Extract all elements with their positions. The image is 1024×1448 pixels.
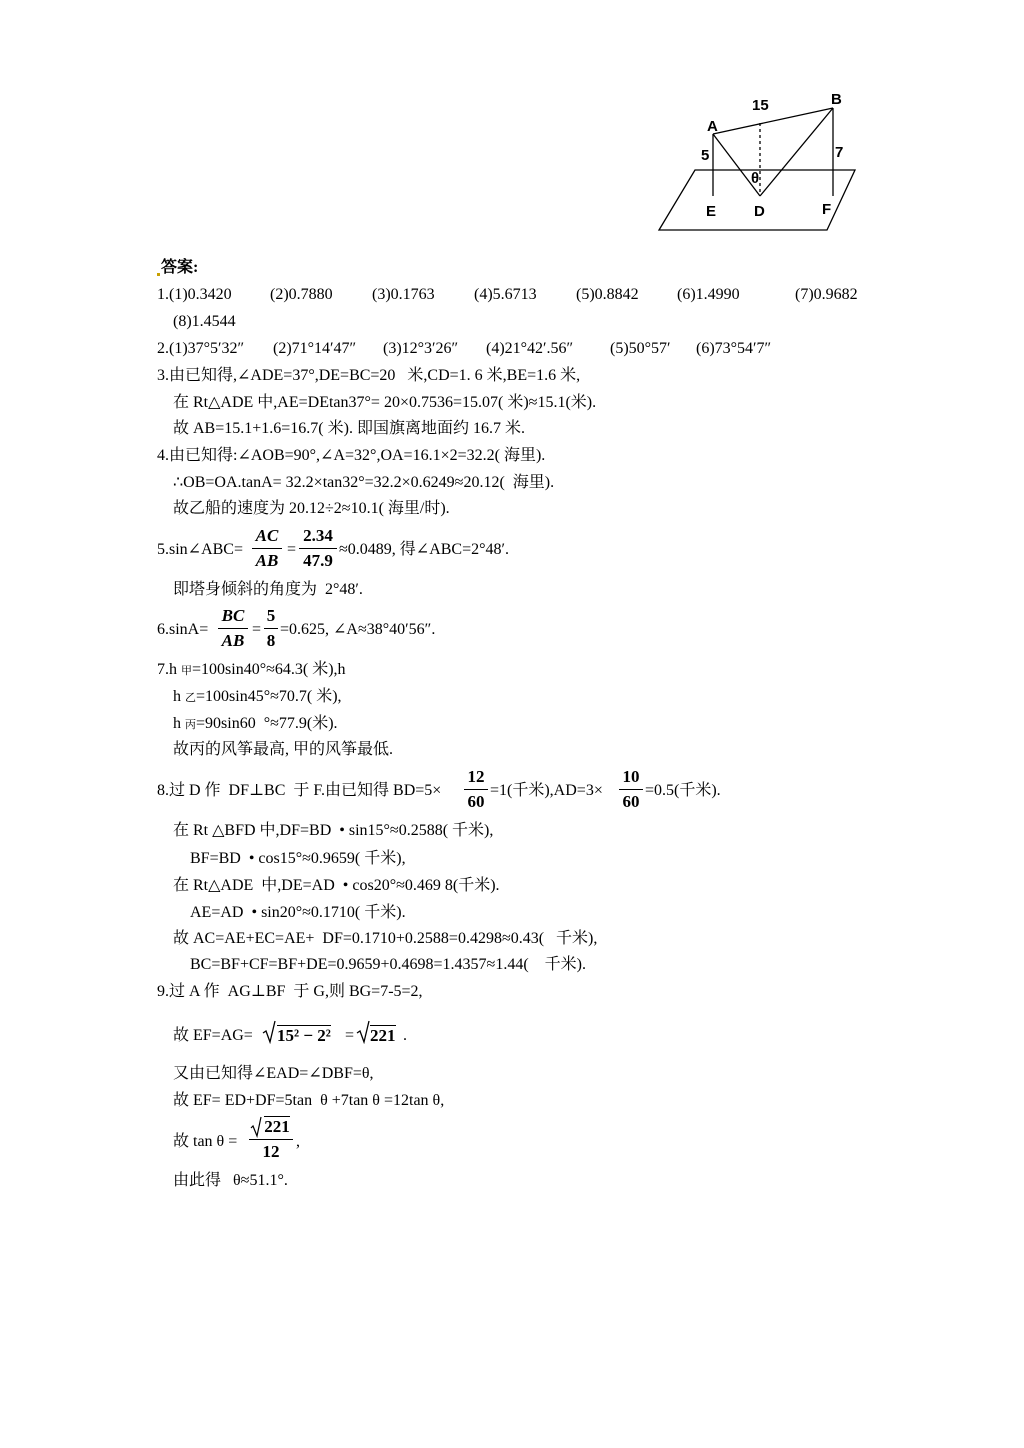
q9-fraction	[249, 1117, 293, 1162]
q4-line-1: 4.由已知得:∠AOB=90°,∠A=32°,OA=16.1×2=32.2( 海里).	[157, 447, 546, 464]
sqrt-sign-2	[356, 1020, 370, 1044]
q8-frac1-den: 60	[467, 792, 485, 811]
q9-line-2-end: .	[403, 1027, 407, 1044]
sqrt-sign-3	[250, 1116, 262, 1138]
q3-line-1: 3.由已知得,∠ADE=37°,DE=BC=20 米,CD=1. 6 米,BE=1.6 米,	[157, 367, 581, 384]
q9-line-5-prefix: 故 tan θ =	[173, 1133, 238, 1150]
q9-line-2-prefix: 故 EF=AG=	[173, 1027, 253, 1044]
q6-fraction-1	[218, 606, 248, 651]
q9-line-4: 故 EF= ED+DF=5tan θ +7tan θ =12tan θ,	[173, 1092, 445, 1109]
q5-prefix: 5.sin∠ABC=	[157, 541, 243, 558]
q8-line-2: 在 Rt △BFD 中,DF=BD • sin15°≈0.2588( 千米),	[173, 822, 494, 839]
q5-suffix: ≈0.0489, 得∠ABC=2°48′.	[339, 541, 510, 558]
q9-frac-num: 221	[249, 1117, 293, 1137]
answer-heading: 答案:	[157, 258, 198, 278]
q8-line-4: 在 Rt△ADE 中,DE=AD • cos20°≈0.469 8(千米).	[173, 877, 500, 894]
q3-line-3: 故 AB=15.1+1.6=16.7( 米). 即国旗离地面约 16.7 米.	[173, 420, 525, 437]
q8-mid: =1(千米),AD=3×	[490, 782, 603, 799]
q9-frac-den: 12	[262, 1142, 280, 1161]
label-e: E	[706, 203, 717, 220]
q9-radicand-1: 15² − 2²	[277, 1026, 331, 1045]
q1-item-3: (3)0.1763	[372, 286, 435, 303]
q9-line-3: 又由已知得∠EAD=∠DBF=θ,	[173, 1065, 374, 1082]
label-5: 5	[701, 147, 710, 164]
q7-line-3: h 丙=90sin60 °≈77.9(米).	[173, 715, 338, 732]
q8-line-5: AE=AD • sin20°≈0.1710( 千米).	[190, 904, 406, 921]
q2-item-2: (2)71°14′47″	[273, 340, 357, 357]
q8-line-7: BC=BF+CF=BF+DE=0.9659+0.4698=1.4357≈1.44( 千米).	[190, 956, 586, 973]
q1-line: 1.(1)0.3420	[157, 286, 232, 303]
q2-item-3: (3)12°3′26″	[383, 340, 459, 357]
q1-item-7: (7)0.9682	[795, 286, 858, 303]
q8-fraction-1	[464, 767, 488, 812]
q9-radicand-2: 221	[370, 1026, 396, 1045]
q9-line-5-end: ,	[296, 1133, 300, 1150]
q8-frac2-den: 60	[622, 792, 640, 811]
q8-fraction-2	[619, 767, 643, 812]
label-15: 15	[752, 97, 769, 114]
label-theta: θ	[751, 170, 760, 187]
q5-fraction-2	[299, 526, 337, 571]
q4-line-3: 故乙船的速度为 20.12÷2≈10.1( 海里/时).	[173, 500, 450, 517]
q6-fraction-2	[264, 606, 278, 651]
q3-line-2: 在 Rt△ADE 中,AE=DEtan37°= 20×0.7536=15.07( 米)≈15.1(米).	[173, 394, 597, 411]
sqrt-sign-1	[262, 1020, 276, 1044]
label-f: F	[822, 201, 832, 218]
q8-frac1-num: 12	[467, 767, 485, 786]
q1-item-2: (2)0.7880	[270, 286, 333, 303]
q8-suffix: =0.5(千米).	[645, 782, 721, 799]
q6-frac2-den: 8	[266, 631, 276, 650]
q7-line-1: 7.h 甲=100sin40°≈64.3( 米),h	[157, 661, 346, 678]
q6-suffix: =0.625, ∠A≈38°40′56″.	[280, 621, 436, 638]
q1-item-4: (4)5.6713	[474, 286, 537, 303]
label-7: 7	[835, 144, 844, 161]
q2-item-6: (6)73°54′7″	[696, 340, 772, 357]
q6-prefix: 6.sinA=	[157, 621, 209, 638]
q5-frac2-den: 47.9	[303, 551, 333, 570]
q6-frac1-num: BC	[221, 606, 245, 625]
q9-line-6: 由此得 θ≈51.1°.	[173, 1172, 288, 1189]
q8-frac2-num: 10	[622, 767, 640, 786]
q2-line: 2.(1)37°5′32″	[157, 340, 245, 357]
q5-frac2-num: 2.34	[303, 526, 333, 545]
q5-equals: =	[287, 541, 297, 558]
q9-line-2-eq: =	[345, 1027, 355, 1044]
q1-item-5: (5)0.8842	[576, 286, 639, 303]
q6-frac1-den: AB	[221, 631, 245, 650]
q6-frac2-num: 5	[266, 606, 276, 625]
q1-item-6: (6)1.4990	[677, 286, 740, 303]
q5-frac1-den: AB	[255, 551, 279, 570]
q6-equals: =	[252, 621, 262, 638]
label-a: A	[707, 118, 718, 135]
label-d: D	[754, 203, 765, 220]
q8-line-6: 故 AC=AE+EC=AE+ DF=0.1710+0.2588=0.4298≈0.43( 千米),	[173, 930, 598, 947]
q5-line-2: 即塔身倾斜的角度为 2°48′.	[173, 581, 363, 598]
q2-item-5: (5)50°57′	[610, 340, 671, 357]
q5-fraction-1	[252, 526, 282, 571]
geometry-figure	[0, 0, 1024, 240]
label-b: B	[831, 91, 842, 108]
q1-item-8: (8)1.4544	[173, 313, 236, 330]
q8-line-3: BF=BD • cos15°≈0.9659( 千米),	[190, 850, 406, 867]
q2-item-4: (4)21°42′.56″	[486, 340, 574, 357]
q4-line-2: ∴OB=OA.tanA= 32.2×tan32°=32.2×0.6249≈20.12( 海里).	[173, 474, 555, 491]
q5-frac1-num: AC	[255, 526, 279, 545]
q7-line-2: h 乙=100sin45°≈70.7( 米),	[173, 688, 342, 705]
q8-prefix: 8.过 D 作 DF⊥BC 于 F.由已知得 BD=5×	[157, 782, 442, 799]
q9-line-1: 9.过 A 作 AG⊥BF 于 G,则 BG=7-5=2,	[157, 983, 423, 1000]
q7-line-4: 故丙的风筝最高, 甲的风筝最低.	[173, 741, 394, 758]
